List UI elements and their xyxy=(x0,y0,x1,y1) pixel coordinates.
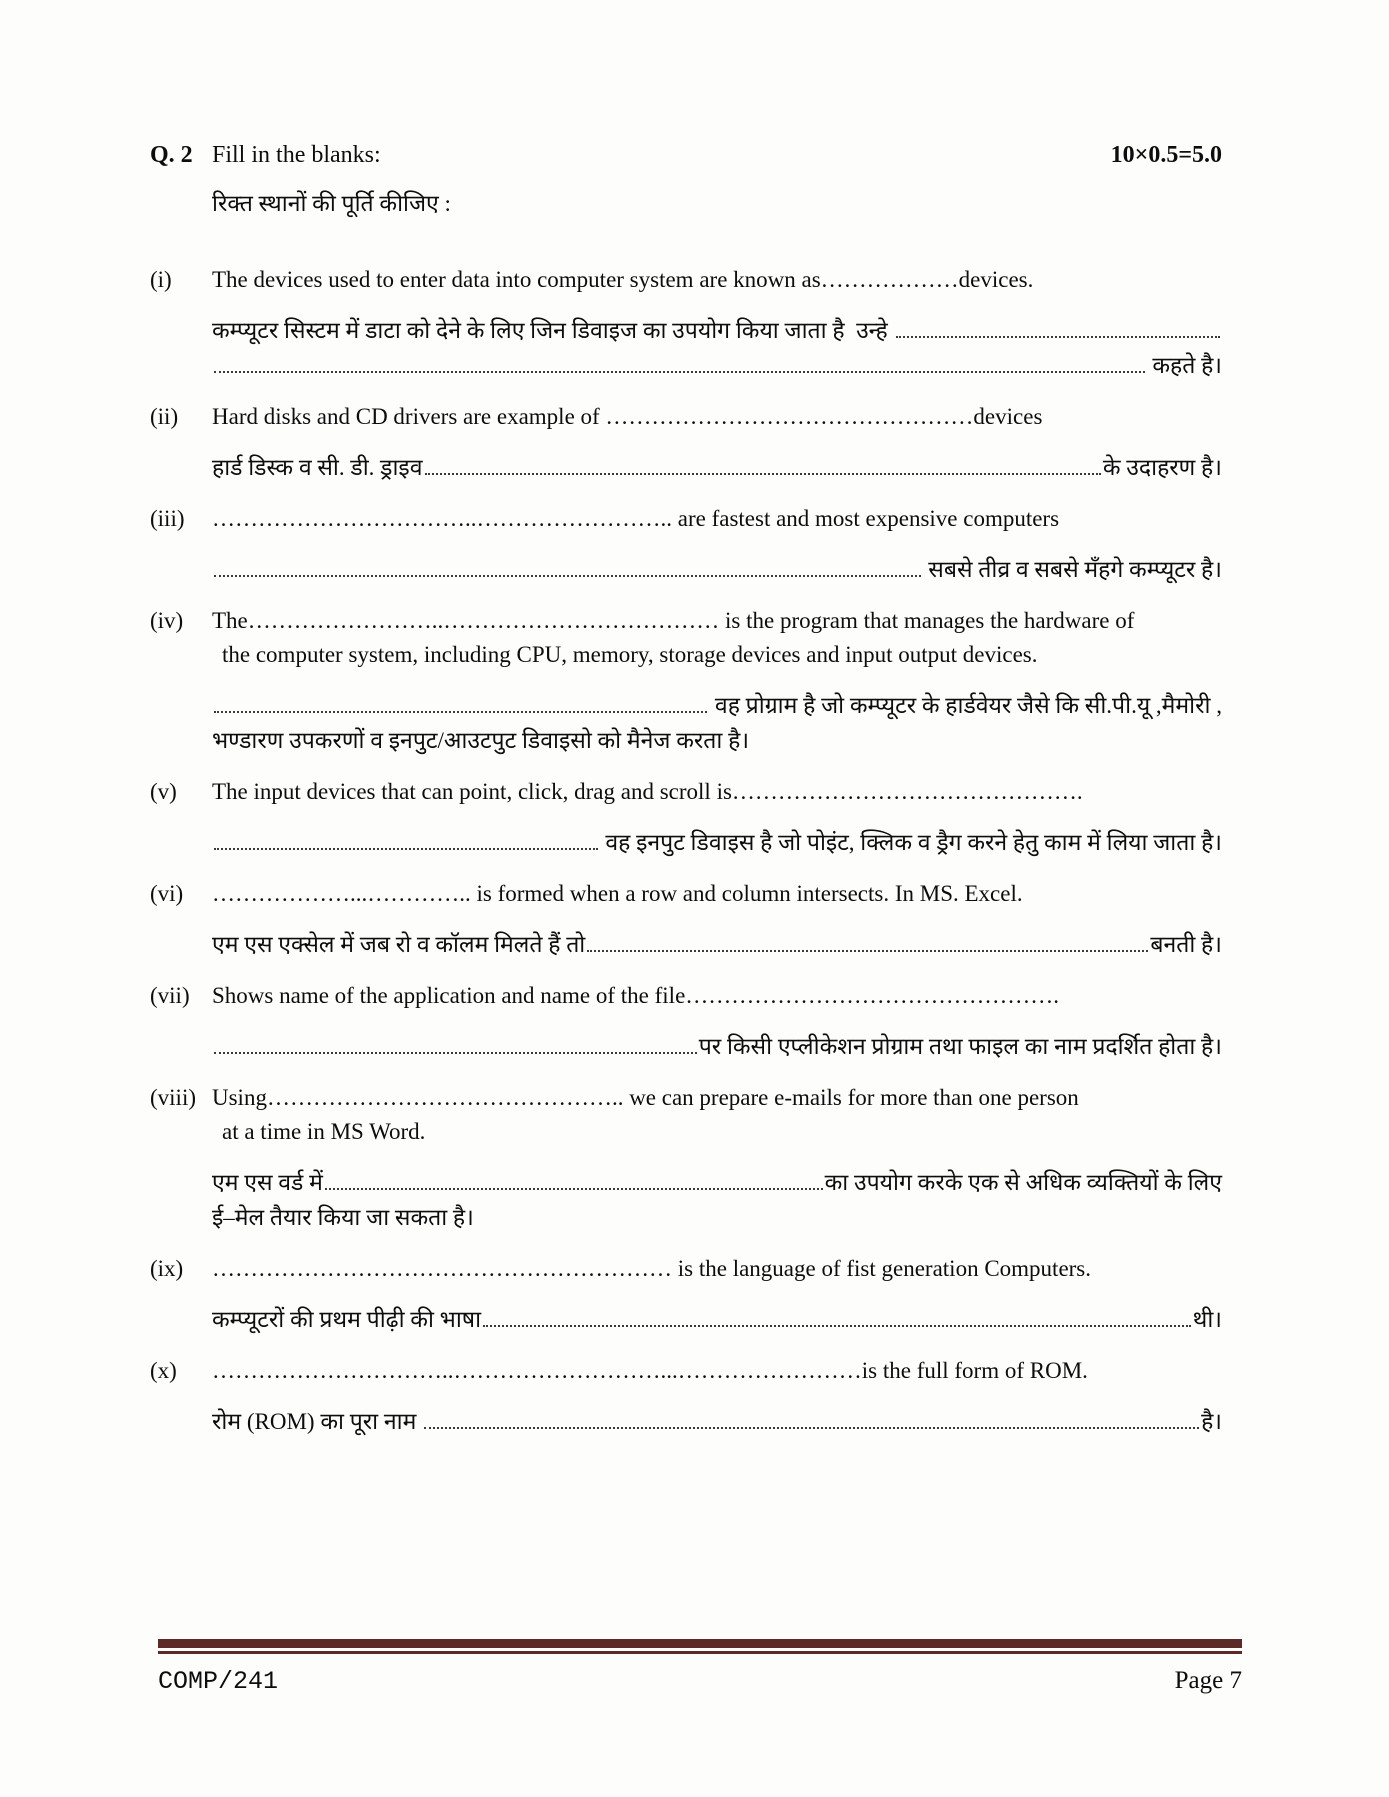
hindi-line xyxy=(212,313,1222,348)
dotted-blank xyxy=(214,572,921,577)
hindi-line xyxy=(212,927,1222,962)
dotted-blank xyxy=(587,947,1148,952)
question-text-hindi xyxy=(212,1302,1222,1337)
hindi-text: वह इनपुट डिवाइस है जो पोइंट, क्लिक व ड्रैग करने हेतु काम में लिया जाता है। xyxy=(599,830,1222,855)
question-number: (vi) xyxy=(150,881,184,906)
question-body xyxy=(212,877,1222,962)
marks-scheme: 10×0.5=5.0 xyxy=(1110,142,1222,168)
question-number: (x) xyxy=(150,1358,177,1383)
hindi-text: कहते है। xyxy=(1146,353,1222,378)
hindi-line xyxy=(212,1200,1222,1235)
question-number: (v) xyxy=(150,779,177,804)
question-number: (i) xyxy=(150,267,172,292)
hindi-line xyxy=(212,450,1222,485)
hindi-text: हार्ड डिस्क व सी. डी. ड्राइव xyxy=(212,455,423,480)
question-body xyxy=(212,400,1222,485)
hindi-text: के उदाहरण है। xyxy=(1102,455,1222,480)
question-text-hindi xyxy=(212,1165,1222,1235)
questions xyxy=(150,263,1222,1439)
question-body xyxy=(212,1081,1222,1235)
hindi-text: बनती है। xyxy=(1150,932,1222,957)
hindi-line xyxy=(212,1302,1222,1337)
question-number: (iv) xyxy=(150,608,184,633)
question-text-hindi xyxy=(212,1404,1222,1439)
dotted-blank xyxy=(214,1049,697,1054)
dotted-blank xyxy=(325,1185,823,1190)
question-text-english: …………………………..………………………...……………………is the full form of ROM. xyxy=(212,1358,1088,1383)
question-text-english: ……………………………..…………………….. are fastest and most expensive computers xyxy=(212,506,1060,531)
question-item xyxy=(150,1354,1222,1439)
hindi-text: पर किसी एप्लीकेशन प्रोग्राम तथा फाइल का नाम प्रदर्शित होता है। xyxy=(698,1034,1222,1059)
hindi-line xyxy=(212,825,1222,860)
question-number: (ii) xyxy=(150,404,179,429)
question-text-hindi xyxy=(212,927,1222,962)
question-text-english: …………………………………………………… is the language of fist generation Computers. xyxy=(212,1256,1092,1281)
question-text-hindi xyxy=(212,552,1222,587)
hindi-line xyxy=(212,723,1222,758)
dotted-blank xyxy=(424,1424,1199,1429)
question-text-english: the computer system, including CPU, memory, storage devices and input output devices. xyxy=(222,642,1038,667)
question-text-english: at a time in MS Word. xyxy=(222,1119,426,1144)
hindi-text: रोम (ROM) का पूरा नाम xyxy=(212,1409,423,1434)
question-number: (viii) xyxy=(150,1085,196,1110)
hindi-line xyxy=(212,348,1222,383)
hindi-text: एम एस एक्सेल में जब रो व कॉलम मिलते हैं तो xyxy=(212,932,586,957)
dotted-blank xyxy=(896,333,1220,338)
question-text-hindi xyxy=(212,825,1222,860)
question-item xyxy=(150,604,1222,758)
question-text-english: Hard disks and CD drivers are example of …………………………………………devices xyxy=(212,404,1043,429)
hindi-line xyxy=(212,1404,1222,1439)
question-title-hindi: रिक्त स्थानों की पूर्ति कीजिए : xyxy=(212,191,451,216)
hindi-line xyxy=(212,552,1222,587)
hindi-text: भण्डारण उपकरणों व इनपुट/आउटपुट डिवाइसो को मैनेज करता है। xyxy=(212,728,750,753)
hindi-text: थी। xyxy=(1192,1307,1222,1332)
hindi-text: ई–मेल तैयार किया जा सकता है। xyxy=(212,1205,474,1230)
dotted-blank xyxy=(483,1322,1191,1327)
question-item xyxy=(150,877,1222,962)
question-text-english: ………………...………….. is formed when a row and column intersects. In MS. Excel. xyxy=(212,881,1023,906)
question-item xyxy=(150,1252,1222,1337)
hindi-line xyxy=(212,1029,1222,1064)
question-body xyxy=(212,979,1222,1064)
page-footer xyxy=(158,1639,1242,1696)
dotted-blank xyxy=(425,470,1101,475)
question-item xyxy=(150,502,1222,587)
question-body xyxy=(212,263,1222,383)
hindi-text: सबसे तीव्र व सबसे मँहगे कम्प्यूटर है। xyxy=(922,557,1222,582)
question-text-hindi xyxy=(212,313,1222,383)
hindi-text: कम्प्यूटर सिस्टम में डाटा को देने के लिए जिन डिवाइज का उपयोग किया जाता है उन्हे xyxy=(212,318,894,343)
question-item xyxy=(150,263,1222,383)
question-body xyxy=(212,1252,1222,1337)
hindi-text: है। xyxy=(1201,1409,1222,1434)
question-text-english: The devices used to enter data into computer system are known as………………devices. xyxy=(212,267,1034,292)
question-text-english: The……………………..……………………………… is the program that manages the hardware of xyxy=(212,608,1135,633)
question-item xyxy=(150,400,1222,485)
question-body xyxy=(212,775,1222,860)
question-text-hindi xyxy=(212,450,1222,485)
dotted-blank xyxy=(214,368,1145,373)
question-body xyxy=(212,502,1222,587)
hindi-text: का उपयोग करके एक से अधिक व्यक्तियों के लिए xyxy=(824,1170,1222,1195)
question-number: (ix) xyxy=(150,1256,184,1281)
question-item xyxy=(150,979,1222,1064)
question-item xyxy=(150,775,1222,860)
question-text-english: The input devices that can point, click, drag and scroll is………………………………………. xyxy=(212,779,1083,804)
hindi-text: वह प्रोग्राम है जो कम्प्यूटर के हार्डवेयर जैसे कि सी.पी.यू ,मैमोरी , xyxy=(709,693,1222,718)
hindi-text: कम्प्यूटरों की प्रथम पीढ़ी की भाषा xyxy=(212,1307,482,1332)
question-header xyxy=(150,138,1222,172)
question-title: Fill in the blanks: xyxy=(212,142,381,168)
question-body xyxy=(212,604,1222,758)
dotted-blank xyxy=(214,845,598,850)
question-text-hindi xyxy=(212,1029,1222,1064)
question-number: (vii) xyxy=(150,983,190,1008)
footer-divider-thin xyxy=(158,1651,1242,1654)
question-text-english: Using……………………………………….. we can prepare e-mails for more than one person xyxy=(212,1085,1079,1110)
question-number: (iii) xyxy=(150,506,185,531)
paper-code: COMP/241 xyxy=(158,1667,279,1696)
hindi-line xyxy=(212,1165,1222,1200)
hindi-text: एम एस वर्ड में xyxy=(212,1170,323,1195)
page-number: Page 7 xyxy=(1174,1667,1242,1694)
dotted-blank xyxy=(214,708,707,713)
question-text-hindi xyxy=(212,688,1222,758)
footer-divider-thick xyxy=(158,1639,1242,1648)
question-text-english: Shows name of the application and name of the file…………………………………………. xyxy=(212,983,1060,1008)
hindi-line xyxy=(212,688,1222,723)
question-item xyxy=(150,1081,1222,1235)
question-body xyxy=(212,1354,1222,1439)
question-label: Q. 2 xyxy=(150,142,193,168)
